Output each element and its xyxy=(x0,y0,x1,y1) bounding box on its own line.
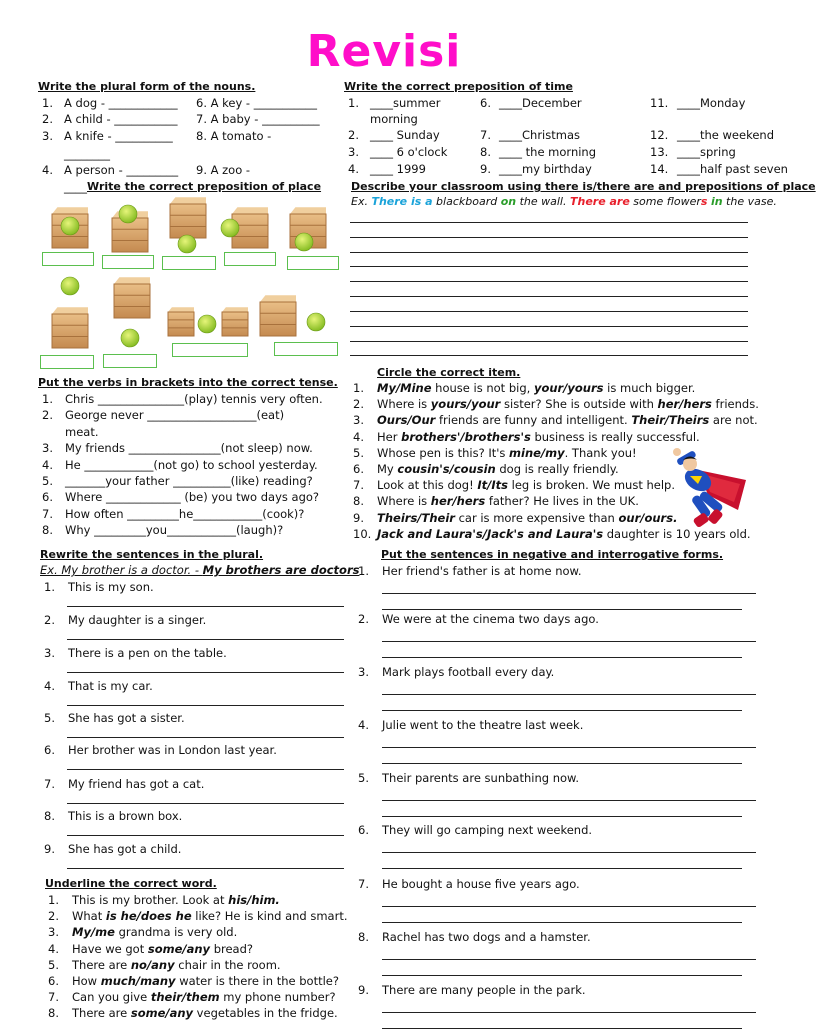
item-number: 1. xyxy=(48,893,59,907)
negative-answer-line[interactable] xyxy=(382,906,756,907)
interrogative-answer-line[interactable] xyxy=(382,975,742,976)
sentence-text: chair in the room. xyxy=(174,957,281,972)
circle-sentence xyxy=(377,429,700,445)
crate-top xyxy=(52,207,88,214)
sentence-text: leg is broken. We must help. xyxy=(507,478,676,493)
item-number: 4. xyxy=(348,162,359,176)
plural-item: A child - ___________ xyxy=(64,112,178,126)
crate-top xyxy=(290,207,326,214)
answer-box-9[interactable] xyxy=(274,342,338,356)
item-number: 7. xyxy=(42,506,53,521)
sentence-text: business is really successful. xyxy=(530,429,700,444)
superhero-icon xyxy=(668,440,750,530)
crate xyxy=(114,284,150,318)
choice-option[interactable]: her/hers xyxy=(657,397,712,412)
sentence-text: father? He lives in the UK. xyxy=(485,494,639,509)
classroom-answer-line[interactable] xyxy=(350,326,748,327)
interrogative-answer-line[interactable] xyxy=(382,657,742,658)
item-number: 8. xyxy=(44,809,55,823)
negative-answer-line[interactable] xyxy=(382,694,756,695)
underline-sentence xyxy=(72,957,281,973)
tense-sentence: He ____________(not go) to school yesterday. xyxy=(65,457,318,472)
rewrite-answer-line[interactable] xyxy=(67,803,344,804)
item-number: 4. xyxy=(44,679,55,693)
rewrite-answer-line[interactable] xyxy=(67,835,344,836)
item-number: 1. xyxy=(348,96,359,110)
item-number: 10. xyxy=(353,526,372,541)
underline-sentence xyxy=(72,892,280,908)
rewrite-sentence: She has got a sister. xyxy=(68,711,185,725)
choice-option[interactable]: her/hers xyxy=(430,494,486,509)
sentence-text: grandma is very old. xyxy=(114,925,238,940)
sentence-text: There are xyxy=(72,1006,131,1021)
item-number: 7. xyxy=(480,128,491,142)
item-number: 8. xyxy=(353,494,364,509)
time-heading: Write the correct preposition of time xyxy=(344,80,573,93)
rewrite-sentence: This is my son. xyxy=(68,580,154,594)
rewrite-answer-line[interactable] xyxy=(67,868,344,869)
choice-option[interactable]: My/Mine xyxy=(377,381,432,395)
sentence-text: friends are funny and intelligent. xyxy=(435,413,632,428)
choice-option[interactable]: no/any xyxy=(130,957,175,972)
negative-answer-line[interactable] xyxy=(382,800,756,801)
plural-item: ____ xyxy=(64,180,87,194)
item-number: 6. xyxy=(353,462,364,476)
plural-item: A dog - ____________ xyxy=(64,96,178,110)
rewrite-sentence: That is my car. xyxy=(68,679,153,693)
item-number: 4. xyxy=(42,163,53,177)
item-number: 14. xyxy=(650,162,669,176)
interrogative-answer-line[interactable] xyxy=(382,763,742,764)
item-number: 4. xyxy=(353,429,364,444)
tense-sentence: George never ___________________(eat) xyxy=(65,408,285,423)
interrogative-answer-line[interactable] xyxy=(382,868,742,869)
sentence-text: like? He is kind and smart. xyxy=(191,909,348,924)
crate xyxy=(112,218,148,252)
answer-box-3[interactable] xyxy=(162,256,216,270)
rewrite-heading: Rewrite the sentences in the plural. xyxy=(40,548,264,561)
sentence-text: sister? She is outside with xyxy=(500,397,658,412)
interrogative-answer-line[interactable] xyxy=(382,816,742,817)
plural-item: 7. A baby - __________ xyxy=(196,112,320,126)
sentence-text: Can you give xyxy=(72,990,151,1005)
classroom-answer-line[interactable] xyxy=(350,252,748,253)
tennis-ball xyxy=(178,235,196,253)
crate-top xyxy=(222,307,248,312)
item-number: 2. xyxy=(358,612,369,626)
classroom-example xyxy=(351,195,777,208)
negative-answer-line[interactable] xyxy=(382,1012,756,1013)
rewrite-answer-line[interactable] xyxy=(67,737,344,738)
crate xyxy=(52,314,88,348)
item-number: 2. xyxy=(42,408,53,423)
sentence-text: bread? xyxy=(210,941,254,956)
time-item: ____spring xyxy=(677,145,736,159)
negative-sentence: Their parents are sunbathing now. xyxy=(382,771,580,785)
ex-text: blackboard xyxy=(432,195,501,208)
underline-sentence xyxy=(72,989,336,1005)
sentence-text: Have we got xyxy=(72,941,148,956)
crate xyxy=(222,312,248,336)
tense-sentence: My friends ________________(not sleep) now. xyxy=(65,441,313,456)
item-number: 9. xyxy=(358,983,369,997)
ex-there-is: There is a xyxy=(371,195,433,208)
classroom-answer-line[interactable] xyxy=(350,296,748,297)
tense-sentence: Why _________you____________(laugh)? xyxy=(65,523,284,538)
circle-sentence xyxy=(377,380,695,396)
crate xyxy=(260,302,296,336)
item-number: 5. xyxy=(353,445,364,460)
classroom-answer-line[interactable] xyxy=(350,355,748,356)
item-number: 7. xyxy=(353,478,364,493)
underline-sentence xyxy=(72,973,339,989)
sentence-text: house is not big, xyxy=(431,381,534,395)
item-number: 6. xyxy=(44,743,55,757)
crate-top xyxy=(168,307,194,312)
item-number: 4. xyxy=(48,941,59,956)
plural-item: A knife - __________ xyxy=(64,129,173,143)
classroom-answer-line[interactable] xyxy=(350,311,748,312)
choice-option[interactable]: some/any xyxy=(130,1006,194,1021)
choice-option[interactable]: some/any xyxy=(147,941,211,956)
item-number: 2. xyxy=(48,909,59,924)
underline-sentence xyxy=(72,924,237,940)
negative-sentence: Mark plays football every day. xyxy=(382,665,555,679)
item-number: 1. xyxy=(42,96,53,110)
classroom-answer-line[interactable] xyxy=(350,266,748,267)
negative-sentence: There are many people in the park. xyxy=(382,983,586,997)
interrogative-answer-line[interactable] xyxy=(382,609,742,610)
choice-option[interactable]: their/them xyxy=(150,990,220,1005)
rewrite-sentence: My daughter is a singer. xyxy=(68,613,207,627)
choice-option[interactable]: Jack and Laura's/Jack's and Laura's xyxy=(377,526,604,541)
plural-item: A person - _________ xyxy=(64,163,179,177)
negative-sentence: Her friend's father is at home now. xyxy=(382,564,582,578)
time-item: ____my birthday xyxy=(499,162,592,176)
rewrite-sentence: My friend has got a cat. xyxy=(68,777,205,791)
rewrite-example-text: Ex. My brother is a doctor. - xyxy=(40,563,203,577)
item-number: 9. xyxy=(480,162,491,176)
underline-sentence xyxy=(72,908,348,924)
plural-heading: Write the plural form of the nouns. xyxy=(38,80,256,93)
time-item: ____summer xyxy=(370,96,441,110)
item-number: 7. xyxy=(358,877,369,891)
item-number: 3. xyxy=(353,413,364,428)
sentence-text: friends. xyxy=(711,397,759,412)
time-item: ____the weekend xyxy=(677,128,774,142)
plural-item: ________ xyxy=(64,147,110,161)
classroom-heading: Describe your classroom using there is/there are and prepositions of place xyxy=(351,180,816,193)
item-number: 7. xyxy=(48,990,59,1005)
rewrite-sentence: Her brother was in London last year. xyxy=(68,743,277,757)
choice-option[interactable]: your/yours xyxy=(533,381,604,395)
sentence-text: vegetables in the fridge. xyxy=(193,1006,338,1021)
choice-option[interactable]: Ours/Our xyxy=(377,413,436,428)
item-number: 6. xyxy=(480,96,491,110)
answer-box-4[interactable] xyxy=(224,252,276,266)
time-item: ____Monday xyxy=(677,96,746,110)
item-number: 3. xyxy=(358,665,369,679)
choice-option[interactable]: brothers'/brothers's xyxy=(401,429,531,444)
classroom-answer-line[interactable] xyxy=(350,341,748,342)
tennis-ball xyxy=(295,233,313,251)
choice-option[interactable]: My/me xyxy=(72,925,115,940)
circle-sentence xyxy=(377,493,639,509)
answer-box-2[interactable] xyxy=(102,255,154,269)
rewrite-sentence: This is a brown box. xyxy=(68,809,183,823)
choice-option[interactable]: his/him. xyxy=(228,893,280,907)
negative-answer-line[interactable] xyxy=(382,747,756,748)
item-number: 3. xyxy=(348,145,359,159)
rewrite-sentence: She has got a child. xyxy=(68,842,182,856)
ex-in: in xyxy=(710,195,723,208)
negative-sentence: He bought a house five years ago. xyxy=(382,877,580,891)
item-number: 8. xyxy=(42,523,53,538)
rewrite-answer-line[interactable] xyxy=(67,639,344,640)
time-item: ____ 1999 xyxy=(370,162,426,176)
item-number: 8. xyxy=(48,1006,59,1021)
tense-sentence: meat. xyxy=(65,424,99,439)
underline-sentence xyxy=(72,941,253,957)
plural-item: 9. A zoo - xyxy=(196,163,251,177)
choice-option[interactable]: Their/Theirs xyxy=(631,413,710,428)
interrogative-answer-line[interactable] xyxy=(382,922,742,923)
item-number: 3. xyxy=(42,441,53,456)
time-item: ____December xyxy=(499,96,582,110)
rewrite-answer-line[interactable] xyxy=(67,705,344,706)
negative-answer-line[interactable] xyxy=(382,852,756,853)
item-number: 5. xyxy=(44,711,55,725)
circle-sentence xyxy=(377,477,675,493)
tense-sentence: Chris _______________(play) tennis very often. xyxy=(65,392,323,406)
classroom-answer-line[interactable] xyxy=(350,281,748,282)
negative-sentence: Julie went to the theatre last week. xyxy=(382,718,584,732)
item-number: 2. xyxy=(42,112,53,126)
rewrite-example xyxy=(40,563,359,577)
item-number: 3. xyxy=(42,129,53,143)
sentence-text: Where is xyxy=(377,397,431,412)
tennis-ball xyxy=(307,313,325,331)
answer-box-7[interactable] xyxy=(103,354,157,368)
choice-option[interactable]: cousin's/cousin xyxy=(397,462,496,476)
item-number: 13. xyxy=(650,145,669,159)
item-number: 2. xyxy=(353,397,364,412)
circle-sentence xyxy=(377,510,677,526)
crate-top xyxy=(114,277,150,284)
sentence-text: car is more expensive than xyxy=(454,510,619,525)
choice-option[interactable]: yours/your xyxy=(430,397,501,412)
underline-heading: Underline the correct word. xyxy=(45,877,217,890)
tennis-ball xyxy=(61,217,79,235)
sentence-text: daughter is 10 years old. xyxy=(603,526,751,541)
sentence-text: dog is really friendly. xyxy=(495,462,619,476)
crate xyxy=(168,312,194,336)
item-number: 4. xyxy=(42,457,53,472)
item-number: 6. xyxy=(358,823,369,837)
circle-sentence xyxy=(377,396,759,412)
item-number: 6. xyxy=(42,490,53,505)
plural-item: 6. A key - ___________ xyxy=(196,96,317,110)
tense-sentence: How often _________he____________(cook)? xyxy=(65,506,305,521)
tennis-ball xyxy=(61,277,79,295)
classroom-answer-line[interactable] xyxy=(350,222,748,223)
sentence-text: my phone number? xyxy=(219,990,336,1005)
item-number: 3. xyxy=(48,925,59,940)
item-number: 1. xyxy=(42,392,53,406)
sentence-text: water is there in the bottle? xyxy=(175,974,339,988)
choice-option[interactable]: is he/does he xyxy=(105,909,192,924)
sentence-text: What xyxy=(72,909,106,924)
negative-answer-line[interactable] xyxy=(382,641,756,642)
tense-heading: Put the verbs in brackets into the correct tense. xyxy=(38,376,338,389)
tennis-ball xyxy=(221,219,239,237)
classroom-answer-line[interactable] xyxy=(350,237,748,238)
time-item: ____half past seven xyxy=(677,162,788,176)
sentence-text: . Thank you! xyxy=(564,445,637,460)
tense-sentence: _______your father __________(like) reading? xyxy=(65,474,313,488)
item-number: 9. xyxy=(353,510,364,525)
tennis-ball xyxy=(119,205,137,223)
crate-top xyxy=(170,197,206,204)
rewrite-example-answer: My brothers are doctors xyxy=(202,563,360,577)
crate-top xyxy=(52,307,88,314)
plural-item: 8. A tomato - xyxy=(196,129,272,143)
rewrite-answer-line[interactable] xyxy=(67,769,344,770)
answer-box-5[interactable] xyxy=(287,256,339,270)
item-number: 5. xyxy=(42,474,53,488)
sentence-text: There are xyxy=(72,957,131,972)
circle-sentence xyxy=(377,445,637,461)
item-number: 4. xyxy=(358,718,369,732)
item-number: 3. xyxy=(44,646,55,660)
sentence-text: Where is xyxy=(377,494,431,509)
negative-heading: Put the sentences in negative and interrogative forms. xyxy=(381,548,724,561)
item-number: 2. xyxy=(348,128,359,142)
choice-option[interactable]: It/Its xyxy=(477,478,508,493)
sentence-text: How xyxy=(72,974,101,988)
crate xyxy=(170,204,206,238)
item-number: 9. xyxy=(44,842,55,856)
sentence-text: are not. xyxy=(709,413,758,428)
tennis-ball xyxy=(121,329,139,347)
item-number: 5. xyxy=(358,771,369,785)
circle-sentence xyxy=(377,461,619,477)
negative-sentence: Rachel has two dogs and a hamster. xyxy=(382,930,591,944)
interrogative-answer-line[interactable] xyxy=(382,710,742,711)
choice-option[interactable]: Theirs/Their xyxy=(377,510,455,525)
sentence-text: Look at this dog! xyxy=(377,478,478,493)
rewrite-answer-line[interactable] xyxy=(67,672,344,673)
negative-answer-line[interactable] xyxy=(382,959,756,960)
ex-prefix: Ex. xyxy=(351,195,372,208)
tennis-ball xyxy=(198,315,216,333)
time-item: morning xyxy=(370,112,418,126)
ex-text: the wall. xyxy=(516,195,570,208)
answer-box-8[interactable] xyxy=(172,343,248,357)
answer-box-6[interactable] xyxy=(40,355,94,369)
answer-box-1[interactable] xyxy=(42,252,94,266)
choice-option[interactable]: much/many xyxy=(100,974,176,988)
item-number: 1. xyxy=(44,580,55,594)
item-number: 1. xyxy=(358,564,369,578)
ex-on: on xyxy=(500,195,517,208)
tense-sentence: Where _____________ (be) you two days ago? xyxy=(65,490,320,505)
item-number: 8. xyxy=(358,930,369,944)
rewrite-answer-line[interactable] xyxy=(67,606,344,607)
time-item: ____ Sunday xyxy=(370,128,440,142)
item-number: 12. xyxy=(650,128,669,142)
sentence-text: My xyxy=(377,462,398,476)
crate-top xyxy=(260,295,296,302)
ex-text: some flower xyxy=(629,195,701,208)
time-item: ____ 6 o'clock xyxy=(370,145,448,159)
item-number: 1. xyxy=(353,381,364,395)
item-number: 2. xyxy=(44,613,55,627)
crate-top xyxy=(232,207,268,214)
ex-text: the vase. xyxy=(722,195,777,208)
ex-there-are: There are xyxy=(569,195,630,208)
sentence-text: is much bigger. xyxy=(603,381,696,395)
time-item: ____Christmas xyxy=(499,128,580,142)
negative-sentence: They will go camping next weekend. xyxy=(382,823,593,837)
circle-sentence xyxy=(377,412,758,428)
ex-s: s xyxy=(700,195,708,208)
item-number: 6. xyxy=(48,974,59,988)
item-number: 11. xyxy=(650,96,669,110)
place-heading: Write the correct preposition of place xyxy=(87,180,322,193)
sentence-text: Whose pen is this? It's xyxy=(377,445,510,460)
rewrite-sentence: There is a pen on the table. xyxy=(68,646,227,660)
sentence-text: This is my brother. Look at xyxy=(72,893,229,907)
item-number: 5. xyxy=(48,957,59,972)
negative-answer-line[interactable] xyxy=(382,593,756,594)
sentence-text: Her xyxy=(377,429,402,444)
time-item: ____ the morning xyxy=(499,145,597,159)
choice-option[interactable]: mine/my xyxy=(509,445,565,460)
negative-sentence: We were at the cinema two days ago. xyxy=(382,612,599,626)
underline-sentence xyxy=(72,1005,338,1021)
page-title: Revisi xyxy=(306,26,462,77)
circle-heading: Circle the correct item. xyxy=(377,366,521,379)
choice-option[interactable]: our/ours. xyxy=(618,510,678,525)
item-number: 7. xyxy=(44,777,55,791)
item-number: 8. xyxy=(480,145,491,159)
